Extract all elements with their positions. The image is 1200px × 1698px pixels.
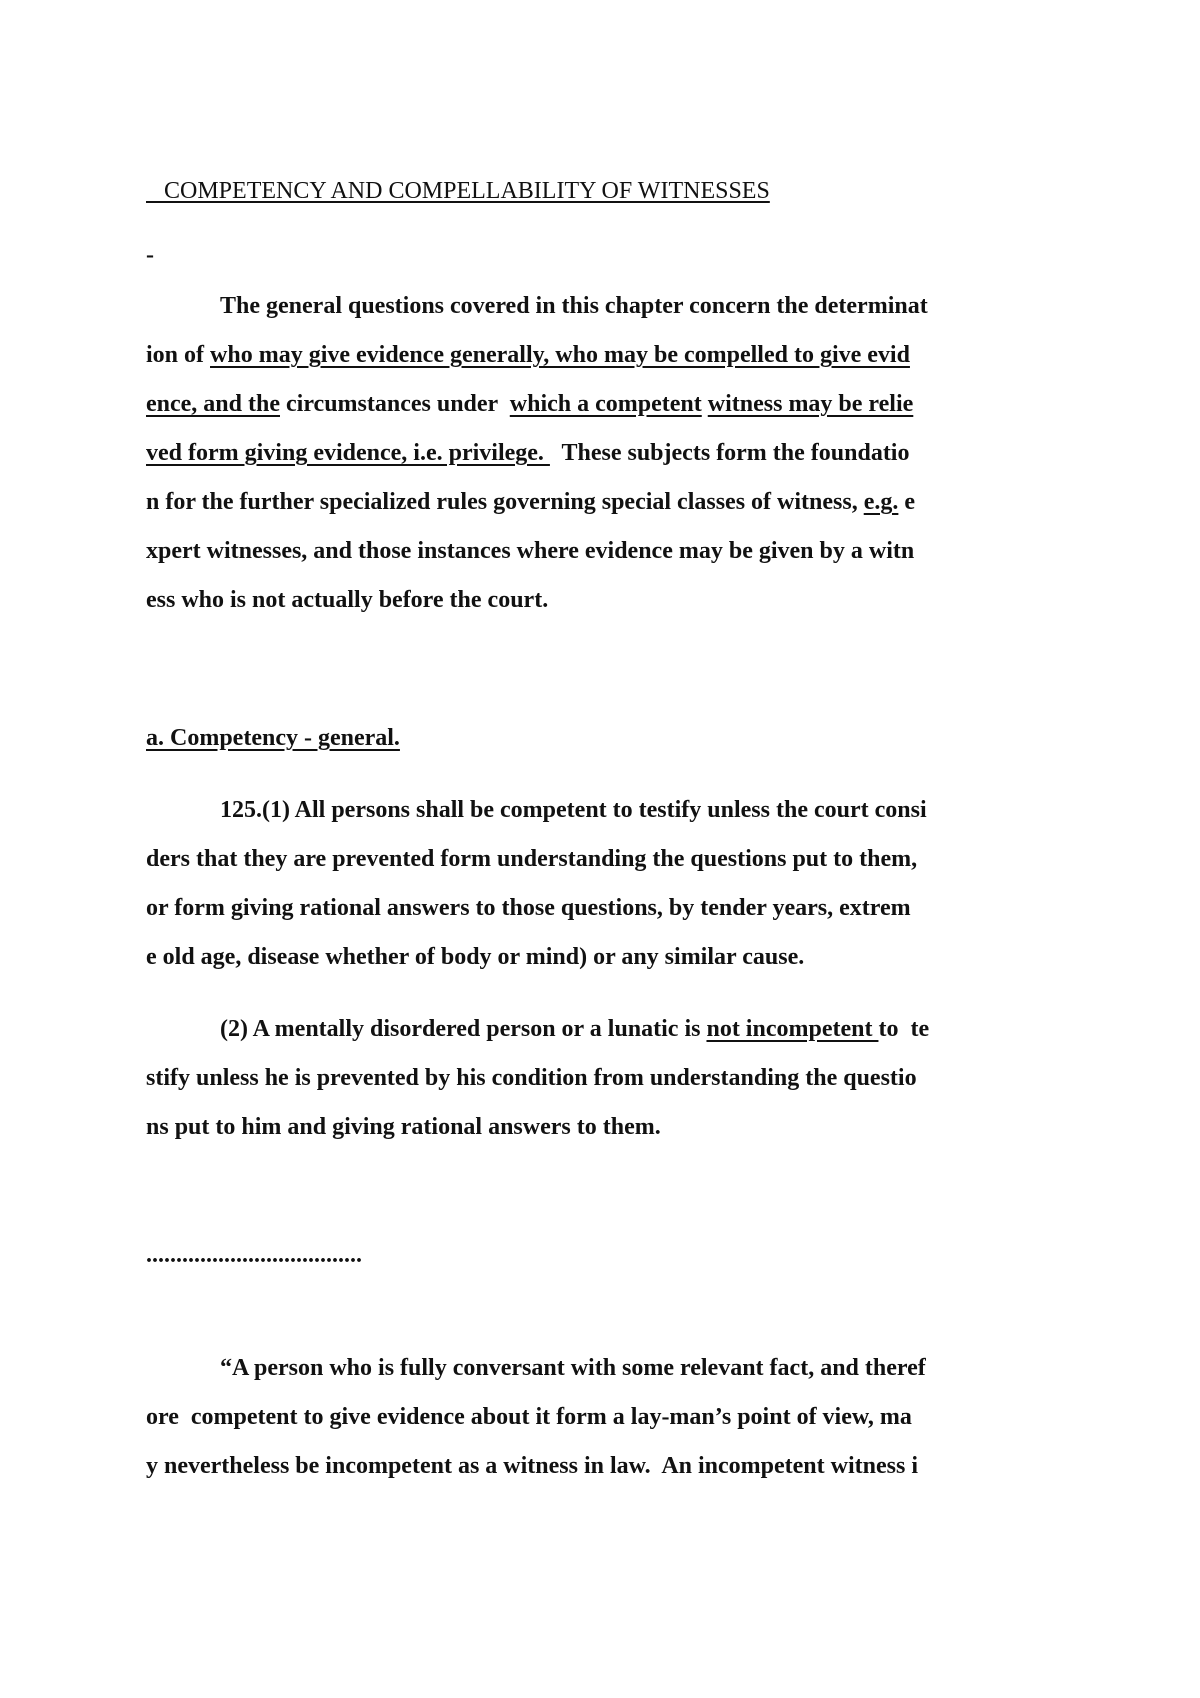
intro-line-2 <box>146 340 1066 370</box>
document-title <box>146 176 1066 206</box>
document-title-text: COMPETENCY AND COMPELLABILITY OF WITNESSES <box>164 178 770 204</box>
intro-line-5-end: e <box>898 489 916 515</box>
intro-underlined-3: which a competent <box>509 391 702 417</box>
intro-line-3-text: circumstances under <box>280 391 510 417</box>
intro-underlined-2: ence, and the <box>146 391 280 417</box>
intro-line-5 <box>146 487 1066 517</box>
quote-line-1: “A person who is fully conversant with some relevant fact, and theref <box>220 1355 926 1381</box>
dotted-separator: .................................... <box>146 1242 362 1268</box>
quote-line-3: y nevertheless be incompetent as a witness in law. An incompetent witness i <box>146 1453 918 1479</box>
dash-marker: - <box>146 242 154 268</box>
intro-line-2-text: ion of <box>146 342 211 368</box>
s125-2-line-3: ns put to him and giving rational answers to them. <box>146 1114 661 1140</box>
s125-2-underlined: not incompetent <box>706 1016 879 1042</box>
s125-1-line-1: 125.(1) All persons shall be competent to testify unless the court consi <box>220 797 927 823</box>
s125-1-line-4: e old age, disease whether of body or mind) or any similar cause. <box>146 944 805 970</box>
intro-line-4-text: These subjects form the foundatio <box>549 440 910 466</box>
intro-line-3 <box>146 389 1066 419</box>
quote-line-2: ore competent to give evidence about it form a lay-man’s point of view, ma <box>146 1404 912 1430</box>
intro-line-1: The general questions covered in this chapter concern the determinat <box>220 293 928 319</box>
s125-2-line-1 <box>220 1014 1140 1044</box>
s125-2-line-2: stify unless he is prevented by his condition from understanding the questio <box>146 1065 917 1091</box>
s125-1-line-2: ders that they are prevented form understanding the questions put to them, <box>146 846 918 872</box>
section-heading: a. Competency - general. <box>146 725 400 751</box>
intro-underlined-4: witness may be relie <box>707 391 914 417</box>
intro-line-7: ess who is not actually before the court. <box>146 587 549 613</box>
s125-2-line-1-text: (2) A mentally disordered person or a lunatic is <box>220 1016 707 1042</box>
intro-line-6: xpert witnesses, and those instances where evidence may be given by a witn <box>146 538 915 564</box>
intro-eg: e.g. <box>863 489 899 515</box>
intro-line-5-text: n for the further specialized rules governing special classes of witness, <box>146 489 864 515</box>
intro-underlined-1: who may give evidence generally, who may be compelled to give evid <box>210 342 910 368</box>
intro-line-4 <box>146 438 1066 468</box>
s125-1-line-3: or form giving rational answers to those questions, by tender years, extrem <box>146 895 911 921</box>
s125-2-line-1-end: to te <box>878 1016 930 1042</box>
intro-underlined-5: ved form giving evidence, i.e. privilege. <box>146 440 550 466</box>
